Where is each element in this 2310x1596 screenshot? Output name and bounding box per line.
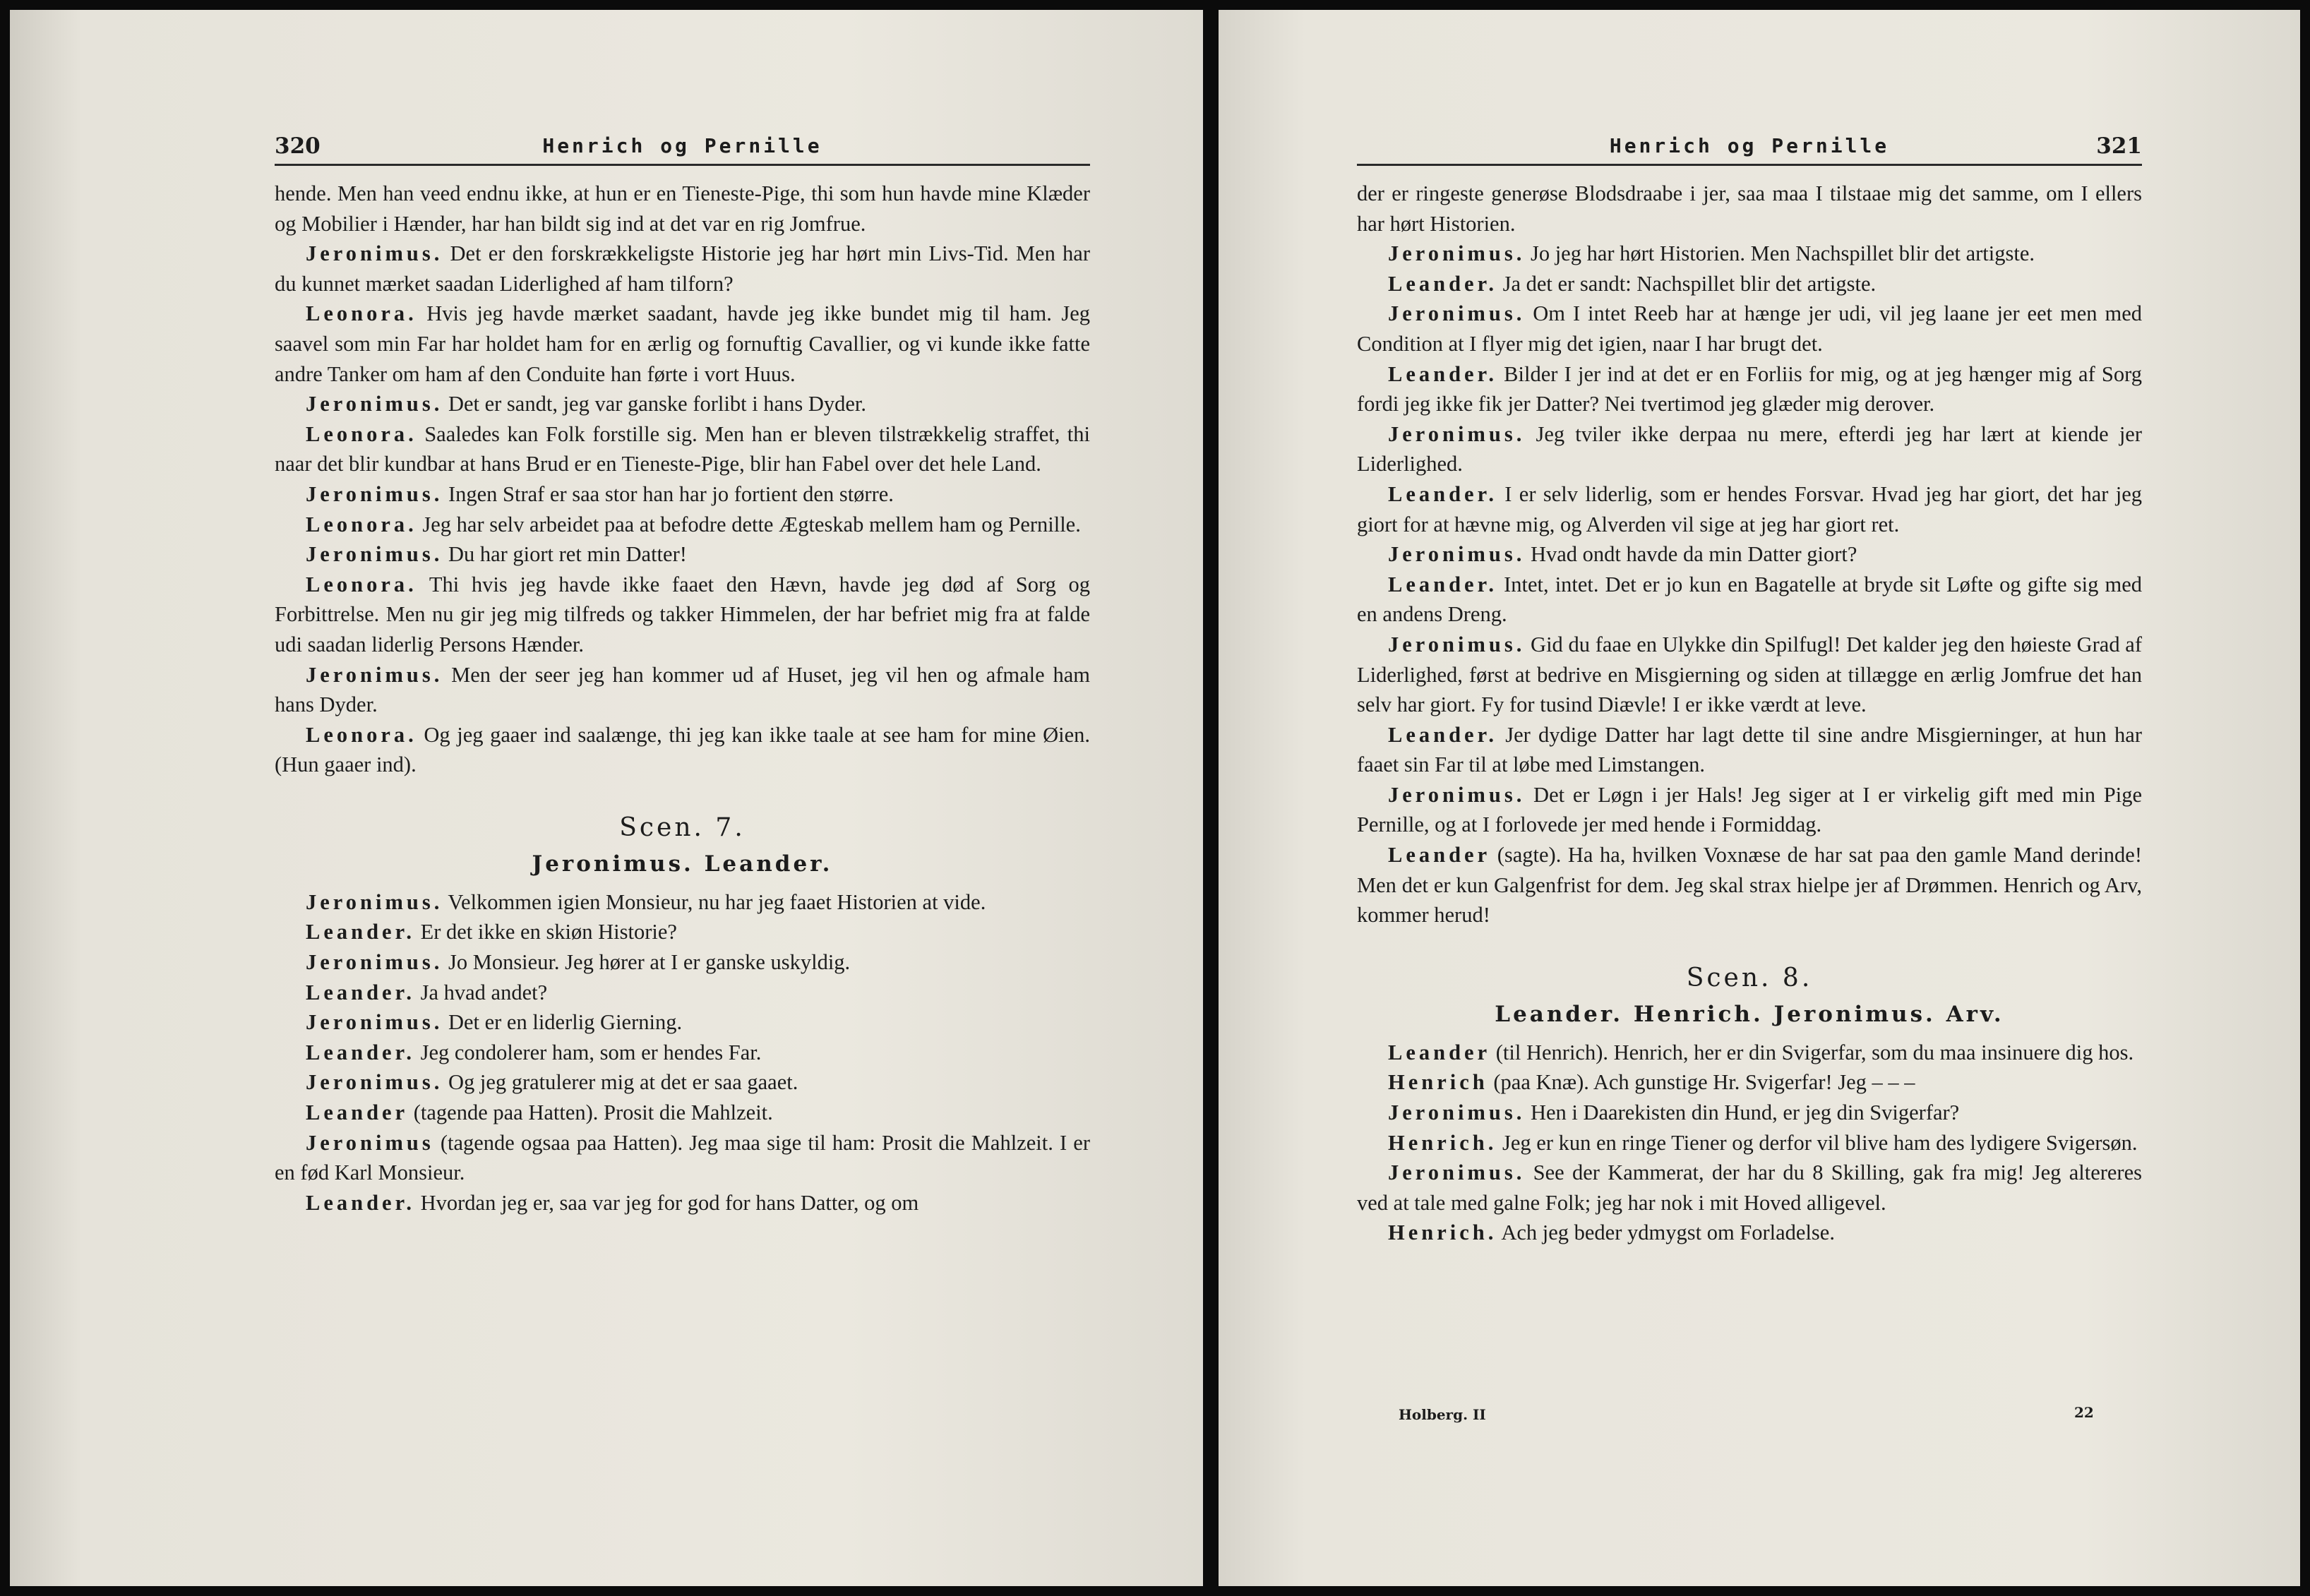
scene-title: Scen. 8. — [1686, 963, 1813, 992]
left-page — [10, 10, 1203, 1586]
dialogue-paragraph — [275, 1038, 1090, 1068]
speaker-name: Jeronimus. — [1388, 301, 1526, 326]
right-scene-heading — [1357, 959, 2142, 1031]
dialogue-text: Gid du faae en Ulykke din Spilfugl! Det kalder jeg den høieste Grad af Liderlighed, først at bedrive en Misgierning og siden at tillægge en ærlig Jomfrue det han selv har giort. Fy for tusind Diævle! I er ikke værdt at leve. — [1357, 632, 2142, 717]
speaker-name: Jeronimus. — [1388, 542, 1526, 567]
dialogue-text: (paa Knæ). Ach gunstige Hr. Svigerfar! Jeg – – – — [1488, 1070, 1915, 1095]
dialogue-paragraph — [275, 389, 1090, 419]
speaker-name: Jeronimus. — [306, 542, 443, 567]
dialogue-text: Velkommen igien Monsieur, nu har jeg faaet Historien at vide. — [443, 889, 986, 914]
dialogue-paragraph — [275, 978, 1090, 1008]
speaker-name: Leander. — [1388, 572, 1497, 596]
dialogue-paragraph — [275, 947, 1090, 978]
dialogue-paragraph — [1357, 570, 2142, 630]
dialogue-text: Jo jeg har hørt Historien. Men Nachspillet blir det artigste. — [1525, 241, 2035, 266]
dialogue-text: Er det ikke en skiøn Historie? — [414, 920, 677, 944]
dialogue-text: Hvis jeg havde mærket saadant, havde jeg ikke bundet mig til ham. Jeg saavel som min Far har holdet ham for en ærlig og fornuftig Cavallier, og vi kunde ikke fatte andre Tanker om ham af den Conduite han førte i vort Huus. — [275, 301, 1090, 386]
speaker-name: Jeronimus. — [306, 662, 443, 687]
dialogue-text: Ingen Straf er saa stor han har jo fortient den større. — [443, 481, 894, 506]
speaker-name: Jeronimus. — [306, 889, 443, 914]
dialogue-paragraph — [1357, 239, 2142, 269]
dialogue-paragraph — [1357, 780, 2142, 840]
left-text-block — [275, 128, 1090, 1218]
speaker-name: Leander. — [1388, 722, 1497, 747]
speaker-name: Henrich. — [1388, 1220, 1497, 1245]
dialogue-paragraph — [275, 660, 1090, 720]
speaker-name: Jeronimus. — [1388, 241, 1526, 266]
dialogue-text: Hvad ondt havde da min Datter giort? — [1525, 542, 1857, 567]
dialogue-paragraph — [1357, 1158, 2142, 1218]
dialogue-text: (tagende paa Hatten). Prosit die Mahlzeit. — [408, 1100, 773, 1125]
dialogue-text: Bilder I jer ind at det er en Forliis for mig, og at jeg hænger mig af Sorg fordi jeg ikke fik jer Datter? Nei tvertimod jeg glæder mig derover. — [1357, 361, 2142, 416]
dialogue-text: Ja hvad andet? — [414, 980, 548, 1004]
speaker-name: Leonora. — [306, 572, 417, 596]
dialogue-paragraph — [1357, 419, 2142, 479]
scene-cast: Jeronimus. Leander. — [532, 851, 833, 877]
scene-title: Scen. 7. — [619, 812, 746, 842]
speaker-name: Leonora. — [306, 722, 417, 747]
dialogue-text: Hvordan jeg er, saa var jeg for god for hans Datter, og om — [414, 1190, 919, 1215]
speaker-name: Leander. — [1388, 361, 1497, 386]
scene-cast: Leander. Henrich. Jeronimus. Arv. — [1495, 1001, 2004, 1027]
dialogue-text: Jeg er kun en ringe Tiener og derfor vil blive ham des lydigere Svigersøn. — [1497, 1130, 2138, 1155]
dialogue-paragraph — [275, 1007, 1090, 1038]
speaker-name: Jeronimus. — [306, 1010, 443, 1035]
dialogue-paragraph — [275, 887, 1090, 918]
dialogue-paragraph — [1357, 179, 2142, 239]
speaker-name: Jeronimus — [306, 1130, 434, 1155]
dialogue-paragraph — [275, 1098, 1090, 1128]
speaker-name: Jeronimus. — [1388, 421, 1526, 446]
dialogue-paragraph — [275, 539, 1090, 570]
speaker-name: Henrich — [1388, 1070, 1488, 1095]
speaker-name: Leander. — [1388, 481, 1497, 506]
speaker-name: Leonora. — [306, 421, 417, 446]
speaker-name: Leander — [306, 1100, 409, 1125]
dialogue-text: Jer dydige Datter har lagt dette til sine andre Misgierninger, at hun har faaet sin Far til at løbe med Limstangen. — [1357, 722, 2142, 777]
right-page-number: 321 — [2096, 133, 2142, 159]
dialogue-paragraph — [275, 239, 1090, 299]
left-body-text — [275, 179, 1090, 1218]
dialogue-text: der er ringeste generøse Blodsdraabe i jer, saa maa I tilstaae mig det samme, om I ellers har hørt Historien. — [1357, 181, 2142, 236]
speaker-name: Jeronimus. — [1388, 782, 1526, 807]
dialogue-paragraph — [1357, 479, 2142, 539]
dialogue-paragraph — [275, 570, 1090, 660]
dialogue-text: Og jeg gaaer ind saalænge, thi jeg kan ikke taale at see ham for mine Øien. (Hun gaaer ind). — [275, 722, 1090, 777]
speaker-name: Henrich. — [1388, 1130, 1497, 1155]
speaker-name: Leander — [1388, 843, 1491, 868]
dialogue-text: Saaledes kan Folk forstille sig. Men han er bleven tilstrækkelig straffet, thi naar det blir kundbar at hans Brud er en Tieneste-Pige, blir han Fabel over det hele Land. — [275, 421, 1090, 476]
dialogue-paragraph — [275, 720, 1090, 780]
speaker-name: Leander. — [306, 1040, 415, 1064]
speaker-name: Leonora. — [306, 512, 417, 536]
dialogue-text: Men der seer jeg han kommer ud af Huset, jeg vil hen og afmale ham hans Dyder. — [275, 662, 1090, 717]
left-paragraphs-after-scene — [275, 887, 1090, 1218]
dialogue-text: I er selv liderlig, som er hendes Forsvar. Hvad jeg har giort, det har jeg giort for at hævne mig, og Alverden vil sige at jeg har giort ret. — [1357, 481, 2142, 536]
dialogue-text: Det er sandt, jeg var ganske forlibt i hans Dyder. — [443, 392, 866, 416]
dialogue-text: Jo Monsieur. Jeg hører at I er ganske uskyldig. — [443, 950, 851, 975]
dialogue-paragraph — [1357, 1067, 2142, 1098]
dialogue-text: Det er Løgn i jer Hals! Jeg siger at I er virkelig gift med min Pige Pernille, og at I forlovede jer med hende i Formiddag. — [1357, 782, 2142, 837]
speaker-name: Jeronimus. — [306, 950, 443, 975]
right-running-head — [1357, 128, 2142, 166]
speaker-name: Jeronimus. — [1388, 632, 1526, 656]
speaker-name: Jeronimus. — [306, 392, 443, 416]
dialogue-text: Det er en liderlig Gierning. — [443, 1010, 683, 1035]
right-text-block — [1357, 128, 2142, 1248]
speaker-name: Leander — [1388, 1040, 1491, 1064]
dialogue-paragraph — [275, 179, 1090, 239]
right-running-title: Henrich og Pernille — [1609, 134, 1890, 157]
dialogue-paragraph — [1357, 1128, 2142, 1158]
dialogue-text: Og jeg gratulerer mig at det er saa gaaet. — [443, 1070, 798, 1095]
dialogue-text: Jeg har selv arbeidet paa at befodre dette Ægteskab mellem ham og Pernille. — [417, 512, 1081, 536]
dialogue-text: Det er den forskrækkeligste Historie jeg har hørt min Livs-Tid. Men har du kunnet mærket saadan Liderlighed af ham tilforn? — [275, 241, 1090, 296]
dialogue-paragraph — [1357, 359, 2142, 419]
dialogue-paragraph — [275, 1188, 1090, 1218]
dialogue-text: See der Kammerat, der har du 8 Skilling, gak fra mig! Jeg altereres ved at tale med galne Folk; jeg har nok i mit Hoved alligevel. — [1357, 1160, 2142, 1215]
right-paragraphs-before-scene — [1357, 179, 2142, 930]
speaker-name: Jeronimus. — [306, 481, 443, 506]
dialogue-paragraph — [1357, 1038, 2142, 1068]
dialogue-text: Hen i Daarekisten din Hund, er jeg din Svigerfar? — [1525, 1100, 1960, 1125]
dialogue-paragraph — [275, 917, 1090, 947]
dialogue-text: Intet, intet. Det er jo kun en Bagatelle at bryde sit Løfte og gifte sig med en andens Dreng. — [1357, 572, 2142, 627]
left-running-title: Henrich og Pernille — [542, 134, 822, 157]
dialogue-paragraph — [1357, 1218, 2142, 1248]
dialogue-paragraph — [1357, 299, 2142, 359]
footer-signature-number: 22 — [2074, 1404, 2094, 1421]
speaker-name: Jeronimus. — [1388, 1100, 1526, 1125]
speaker-name: Leonora. — [306, 301, 417, 326]
dialogue-paragraph — [275, 1128, 1090, 1188]
left-page-number: 320 — [275, 133, 321, 159]
dialogue-text: Du har giort ret min Datter! — [443, 542, 687, 567]
dialogue-text: (til Henrich). Henrich, her er din Svigerfar, som du maa insinuere dig hos. — [1490, 1040, 2134, 1064]
speaker-name: Leander. — [306, 920, 415, 944]
dialogue-paragraph — [1357, 630, 2142, 720]
dialogue-paragraph — [1357, 720, 2142, 780]
speaker-name: Jeronimus. — [306, 241, 443, 266]
dialogue-text: Om I intet Reeb har at hænge jer udi, vil jeg laane jer eet men med Condition at I flyer mig det igien, naar I har brugt det. — [1357, 301, 2142, 356]
dialogue-paragraph — [275, 299, 1090, 389]
dialogue-paragraph — [275, 479, 1090, 510]
right-page — [1219, 10, 2300, 1586]
speaker-name: Jeronimus. — [306, 1070, 443, 1095]
dialogue-paragraph — [1357, 269, 2142, 299]
left-paragraphs-before-scene — [275, 179, 1090, 780]
dialogue-paragraph — [1357, 539, 2142, 570]
speaker-name: Jeronimus. — [1388, 1160, 1526, 1185]
dialogue-text: hende. Men han veed endnu ikke, at hun er en Tieneste-Pige, thi som hun havde mine Klæder og Mobilier i Hænder, har han bildt sig ind at det var en rig Jomfrue. — [275, 181, 1090, 236]
dialogue-paragraph — [1357, 840, 2142, 930]
left-running-head — [275, 128, 1090, 166]
footer-signature: Holberg. II — [1399, 1406, 1486, 1423]
dialogue-paragraph — [275, 1067, 1090, 1098]
right-body-text — [1357, 179, 2142, 1248]
dialogue-text: Thi hvis jeg havde ikke faaet den Hævn, havde jeg død af Sorg og Forbittrelse. Men nu gir jeg mig tilfreds og takker Himmelen, der har befriet mig fra at falde udi saadan liderlig Persons Hænder. — [275, 572, 1090, 656]
dialogue-paragraph — [1357, 1098, 2142, 1128]
speaker-name: Leander. — [1388, 271, 1497, 296]
left-scene-heading — [275, 808, 1090, 880]
right-paragraphs-after-scene — [1357, 1038, 2142, 1248]
dialogue-paragraph — [275, 510, 1090, 540]
speaker-name: Leander. — [306, 1190, 415, 1215]
dialogue-text: Jeg condolerer ham, som er hendes Far. — [414, 1040, 762, 1064]
dialogue-paragraph — [275, 419, 1090, 479]
dialogue-text: Jeg tviler ikke derpaa nu mere, efterdi jeg har lært at kiende jer Liderlighed. — [1357, 421, 2142, 476]
speaker-name: Leander. — [306, 980, 415, 1004]
dialogue-text: (tagende ogsaa paa Hatten). Jeg maa sige til ham: Prosit die Mahlzeit. I er en fød Karl Monsieur. — [275, 1130, 1090, 1185]
dialogue-text: (sagte). Ha ha, hvilken Voxnæse de har sat paa den gamle Mand derinde! Men det er kun Galgenfrist for dem. Jeg skal strax hielpe jer af Drømmen. Henrich og Arv, kommer herud! — [1357, 843, 2142, 928]
dialogue-text: Ach jeg beder ydmygst om Forladelse. — [1497, 1220, 1835, 1245]
dialogue-text: Ja det er sandt: Nachspillet blir det artigste. — [1497, 271, 1877, 296]
